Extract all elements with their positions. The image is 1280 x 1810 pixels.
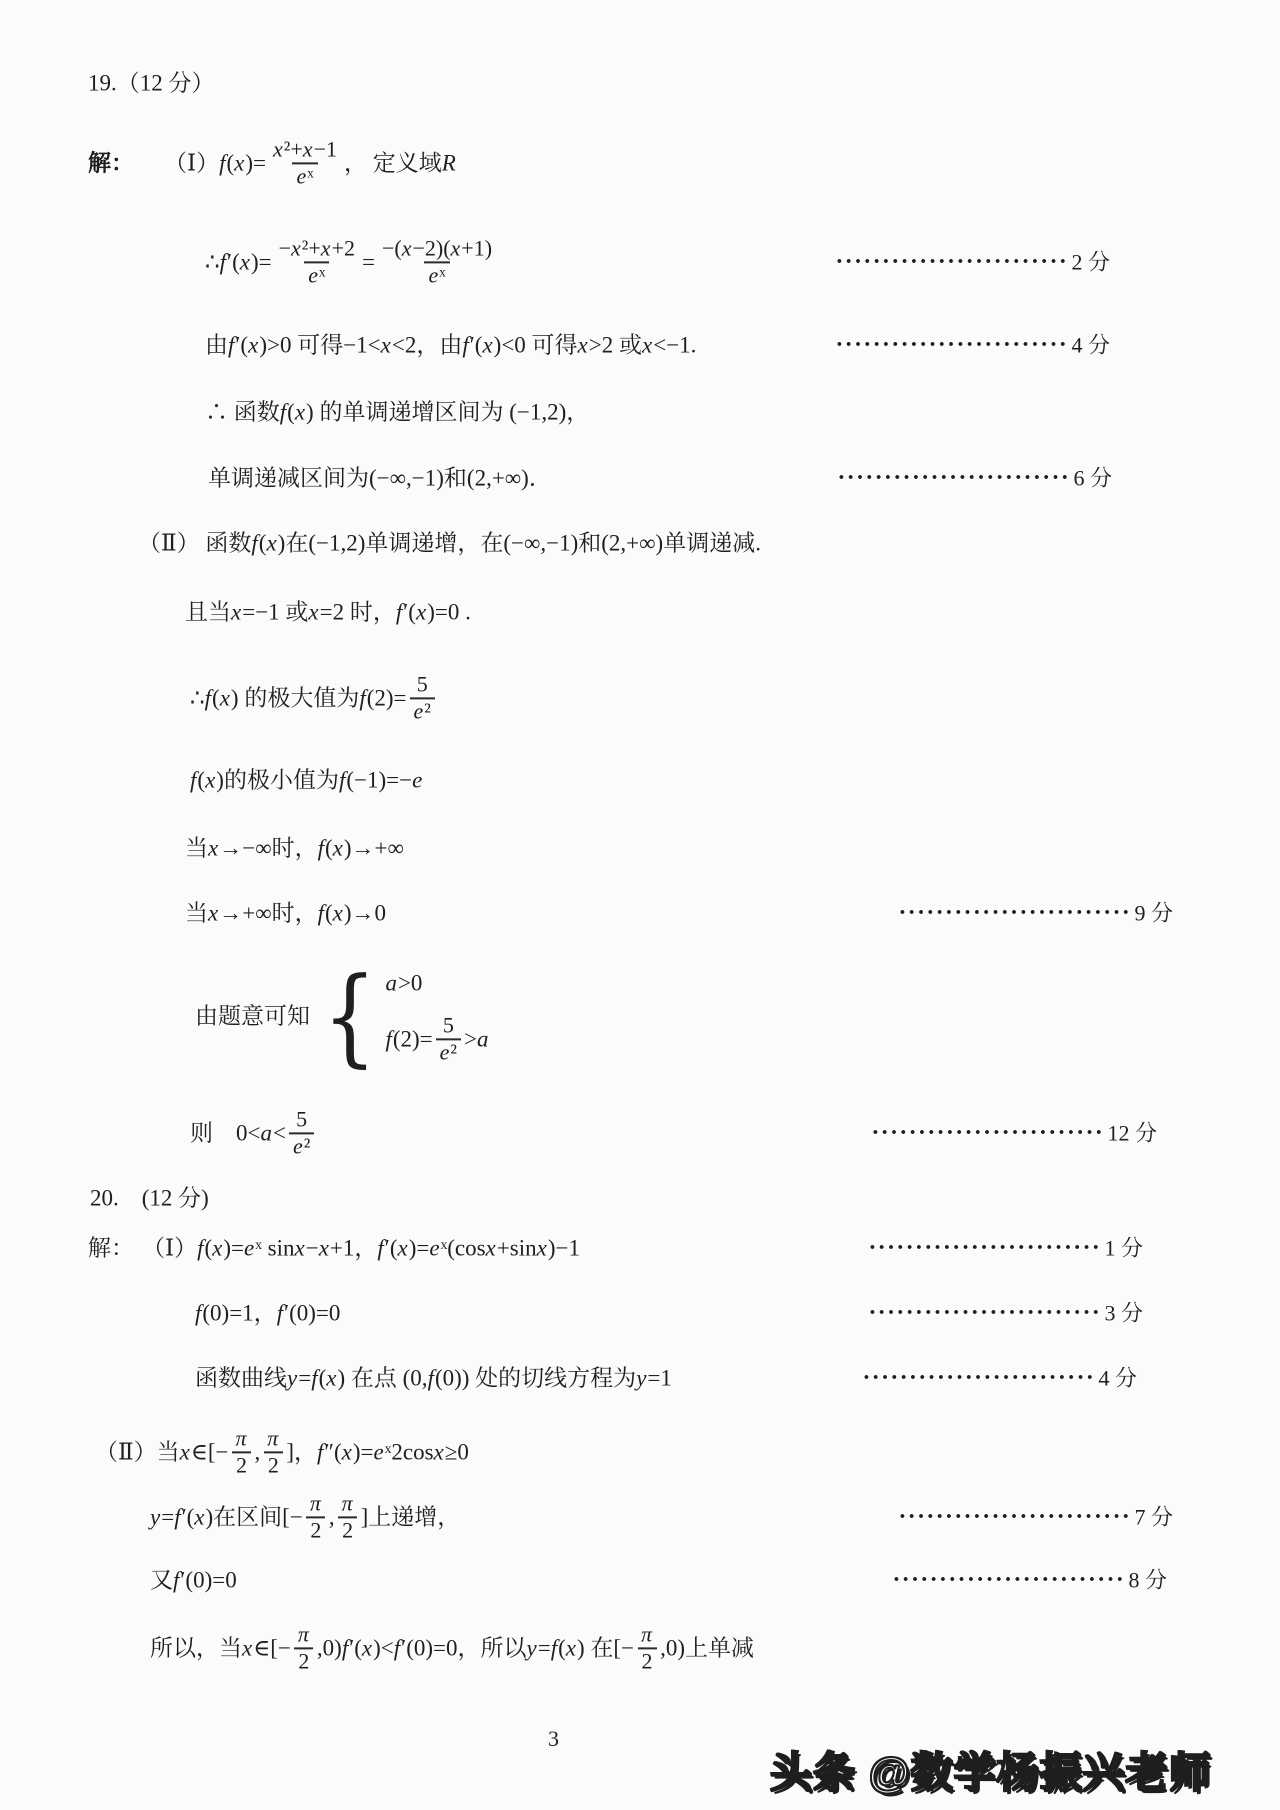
math-text: 单调递减区间为(−∞,−1)和(2,+∞)．	[208, 465, 552, 491]
score-label: 3 分	[1104, 1300, 1143, 1326]
fraction: $\frac{\pi}{2}$	[294, 1622, 314, 1673]
line-q19_l11	[185, 897, 1173, 928]
line-q20_l5	[150, 1491, 1173, 1542]
fraction: $\frac{\pi}{2}$	[306, 1491, 326, 1542]
line-q19_l9	[190, 764, 423, 795]
fraction: $\frac{-(x-2)(x+1)}{\text{eˣ}}$	[381, 235, 493, 287]
math-text: 又 f ′(0)=0	[150, 1567, 237, 1593]
dotted-leader	[899, 898, 1173, 928]
score-label: 12 分	[1107, 1120, 1157, 1146]
math-text: 由 f ′( x )>0 可得−1< x <2，由 f ′( x )<0 可得 x >2 或 x <−1.	[205, 332, 697, 358]
fraction: $\frac{\pi}{2}$	[338, 1491, 358, 1542]
leader-dots: ·························	[835, 248, 1069, 274]
dotted-leader	[869, 1298, 1143, 1328]
dotted-leader	[899, 1502, 1173, 1532]
line-q20_l1	[88, 1232, 1143, 1263]
fraction: $\frac{\text{−x²+x+2}}{\text{eˣ}}$	[278, 235, 355, 287]
leader-dots: ·························	[871, 1119, 1105, 1145]
score-label: 8 分	[1128, 1567, 1167, 1593]
math-text: 函数曲线 y = f ( x ) 在点 (0, f (0)) 处的切线方程为 y =1	[195, 1365, 672, 1391]
fraction: $\frac{5}{\text{e²}}$	[410, 672, 435, 723]
math-text: y = f ′( x )在区间[− $\frac{\pi}{2}$ , $\frac{\pi}{2}$ ]上递增，	[150, 1490, 461, 1542]
solution-prefix: 解：	[88, 1235, 134, 1261]
leader-dots: ·························	[837, 464, 1071, 490]
case-row: a >0	[385, 970, 423, 996]
leader-dots: ·························	[868, 1299, 1102, 1325]
score-label: 1 分	[1104, 1235, 1143, 1261]
fraction: $\frac{\text{x²+x−1}}{\text{eˣ}}$	[273, 136, 337, 188]
fraction: $\frac{5}{\text{e²}}$	[436, 1013, 461, 1064]
cases-brace: {	[322, 954, 377, 1078]
math-text: f ( x )的极小值为 f (−1)=− e	[190, 767, 423, 793]
line-q19_l3	[205, 329, 1110, 360]
score-label: 7 分	[1134, 1504, 1173, 1530]
fraction: $\frac{\pi}{2}$	[232, 1426, 252, 1477]
score-label: 9 分	[1134, 900, 1173, 926]
dotted-leader	[893, 1565, 1167, 1595]
fraction: $\frac{\pi}{2}$	[263, 1426, 283, 1477]
math-text: 且当 x =−1 或 x =2 时， f ′( x )=0 .	[185, 599, 471, 625]
fraction: $\frac{5}{\text{e²}}$	[289, 1107, 314, 1158]
page-number: 3	[548, 1726, 559, 1751]
math-text: （Ⅰ） f ( x )= e ˣ sin x − x +1， f ′( x )= e ˣ(cos x +sin x )−1	[142, 1235, 580, 1261]
math-text: （Ⅱ） 函数 f ( x )在(−1,2)单调递增，在(−∞,−1)和(2,+∞)单调递减.	[138, 530, 761, 556]
math-text: 20. (12 分)	[90, 1185, 209, 1211]
dotted-leader	[836, 330, 1110, 360]
fraction: $\frac{\pi}{2}$	[637, 1622, 657, 1673]
leader-dots: ·························	[892, 1566, 1126, 1592]
line-q19_l6	[138, 527, 761, 558]
math-text: 19.（12 分）	[88, 70, 215, 96]
score-label: 2 分	[1071, 249, 1110, 275]
case-row: f (2)= $\frac{5}{\text{e²}}$ > a	[385, 1012, 489, 1065]
line-q19_cases	[195, 954, 490, 1078]
math-text: （Ⅱ）当 x ∈[− $\frac{\pi}{2}$ , $\frac{\pi}{2}$ ]， f ″( x )= e ˣ2cos x ≥0	[95, 1425, 469, 1477]
math-text: ∴ 函数 f ( x ) 的单调递增区间为 (−1,2)，	[205, 399, 590, 425]
score-label: 6 分	[1073, 465, 1112, 491]
math-text: f (0)=1， f ′(0)=0	[195, 1300, 341, 1326]
line-q19_l2	[205, 236, 1110, 287]
line-q19_l10	[185, 832, 404, 863]
line-q20_title	[90, 1182, 209, 1213]
math-text: ∴ f ( x ) 的极大值为 f (2)= $\frac{5}{\text{e²}}$	[190, 672, 438, 723]
line-q20_l4	[95, 1426, 469, 1477]
cases-label: 由题意可知	[195, 1003, 310, 1029]
line-q19_title	[88, 67, 215, 98]
math-text: 当 x →−∞时， f ( x )→+∞	[185, 835, 404, 861]
dotted-leader	[836, 247, 1110, 277]
dotted-leader	[869, 1233, 1143, 1263]
leader-dots: ·························	[868, 1234, 1102, 1260]
line-q19_l5	[208, 462, 1112, 493]
cases-rows	[385, 967, 489, 1064]
math-text: 当 x →+∞时， f ( x )→0	[185, 900, 387, 926]
line-q20_l6	[150, 1564, 1167, 1595]
line-q19_l12	[190, 1107, 1157, 1158]
score-label: 4 分	[1098, 1365, 1137, 1391]
watermark: 头条 @数学杨振兴老师	[770, 1749, 1212, 1796]
line-q19_l4	[205, 396, 589, 427]
line-q19_l1	[88, 137, 457, 188]
leader-dots: ·························	[898, 899, 1132, 925]
line-q20_l2	[195, 1297, 1143, 1328]
math-text: 则 0< a < $\frac{5}{\text{e²}}$	[190, 1107, 317, 1158]
math-text: 所以，当 x ∈[− $\frac{\pi}{2}$ ,0) f ′( x )< f ′(0)=0，所以 y = f ( x ) 在[− $\frac{\pi}{2}$ ,0)上单减	[150, 1621, 754, 1673]
math-text: ∴ f ′( x )= $\frac{\text{−x²+x+2}}{\text{eˣ}}$ = $\frac{-(x-2)(x+1)}{\text{eˣ}}$	[205, 236, 499, 287]
dotted-leader	[872, 1118, 1157, 1148]
line-q19_l8	[190, 672, 438, 723]
leader-dots: ·························	[898, 1503, 1132, 1529]
solution-prefix: 解：	[88, 150, 134, 176]
leader-dots: ·························	[835, 331, 1069, 357]
leader-dots: ·························	[862, 1364, 1096, 1390]
score-label: 4 分	[1071, 332, 1110, 358]
dotted-leader	[863, 1363, 1137, 1393]
line-q20_l7	[150, 1622, 754, 1673]
line-q19_l7	[185, 596, 471, 627]
line-q20_l3	[195, 1362, 1137, 1393]
math-text: （Ⅰ） f ( x )= $\frac{\text{x²+x−1}}{\text{eˣ}}$ ， 定义域 R	[164, 136, 456, 188]
dotted-leader	[838, 463, 1112, 493]
